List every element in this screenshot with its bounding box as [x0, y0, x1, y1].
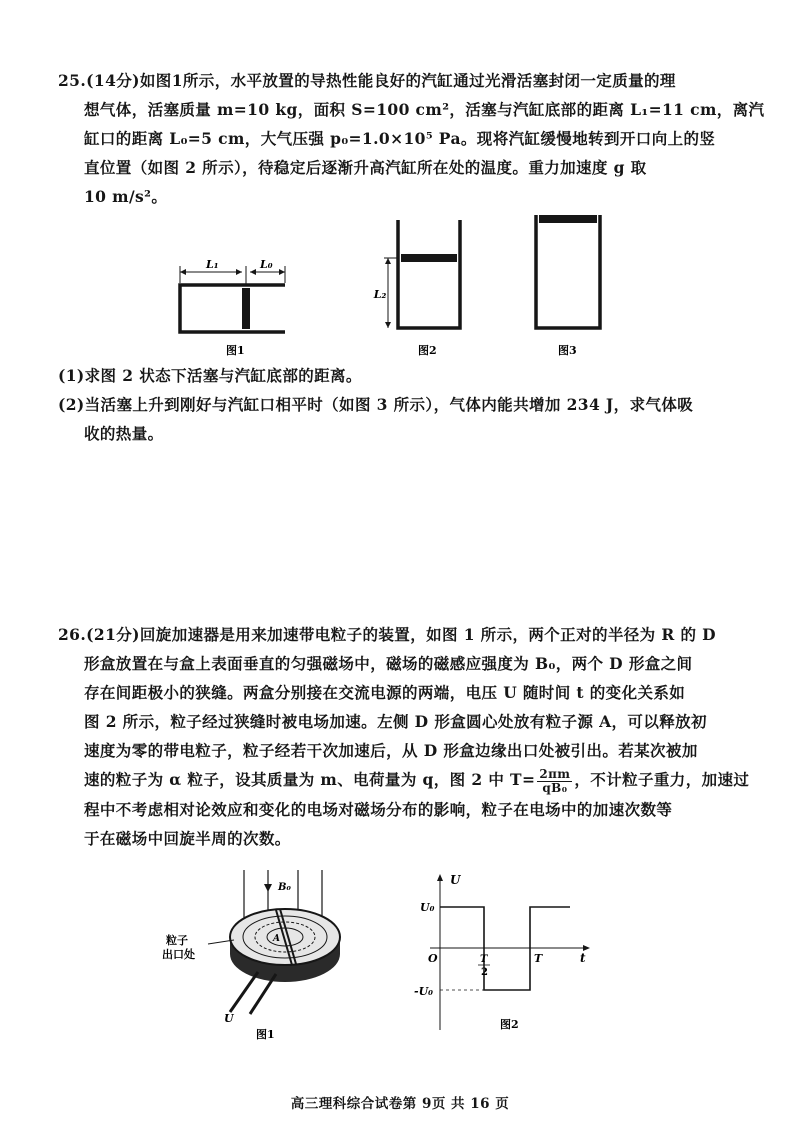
- l2-arrow-bottom: [385, 322, 391, 328]
- source-label: A: [273, 934, 280, 944]
- piston: [242, 288, 250, 329]
- t-full-label: T: [534, 952, 543, 965]
- problem-26-line-5: 速度为零的带电粒子，粒子经若干次加速后，从 D 形盒边缘出口处被引出。若某次被加: [84, 741, 698, 760]
- problem-25-question-2-line-2: 收的热量。: [84, 424, 164, 443]
- piston: [539, 215, 597, 223]
- figure-2-label: 图2: [500, 1018, 519, 1031]
- l1-arrow-left: [180, 269, 186, 275]
- problem-25-question-2-line-1: (2)当活塞上升到刚好与汽缸口相平时（如图 3 所示），气体内能共增加 234 J，求气体吸: [58, 395, 694, 414]
- u0-label: U₀: [420, 901, 435, 914]
- cylinder-walls: [398, 220, 460, 328]
- problem-26-line-8: 于在磁场中回旋半周的次数。: [84, 828, 291, 848]
- fraction-denominator: qB₀: [542, 780, 568, 795]
- figure-1-label: 图1: [226, 344, 245, 357]
- cylinder-walls: [536, 215, 600, 328]
- figure-2-vertical-cylinder: [373, 220, 460, 357]
- t-half-numerator: T: [480, 954, 488, 965]
- problem-25-line-5: 10 m/s²。: [84, 187, 168, 206]
- figure-3-vertical-cylinder: [536, 215, 600, 357]
- exit-label-line-2: 出口处: [162, 948, 195, 961]
- t-half-denominator: 2: [481, 967, 488, 978]
- exit-label-line-1: 粒子: [166, 934, 188, 947]
- l2-label: L₂: [373, 288, 387, 301]
- origin-label: O: [428, 952, 438, 965]
- fraction-numerator: 2πm: [539, 766, 571, 781]
- problem-25-line-3: 缸口的距离 L₀=5 cm，大气压强 p₀=1.0×10⁵ Pa。现将汽缸缓慢地转到开口向上的竖: [84, 129, 716, 148]
- line-6-text-before: 速的粒子为 α 粒子，设其质量为 m、电荷量为 q，图 2 中 T=: [84, 770, 536, 789]
- cyclotron-figure: [160, 862, 390, 1042]
- voltage-time-graph: [410, 870, 610, 1040]
- problem-25-line-4: 直位置（如图 2 所示），待稳定后逐渐升高汽缸所在处的温度。重力加速度 g 取: [84, 158, 647, 177]
- problem-25-figures: [170, 210, 630, 360]
- cylinder-walls: [180, 285, 285, 332]
- u-axis-label: U: [450, 873, 461, 887]
- neg-u0-label: -U₀: [414, 985, 433, 998]
- figure-1-label: 图1: [256, 1028, 275, 1041]
- l2-arrow-top: [385, 258, 391, 264]
- figure-2-label: 图2: [418, 344, 437, 357]
- page-footer: 高三理科综合试卷第 9页 共 16 页: [290, 1096, 510, 1112]
- line-6-text-after: ，不计粒子重力，加速过: [574, 770, 750, 789]
- problem-26-line-2: 形盒放置在与盒上表面垂直的匀强磁场中，磁场的磁感应强度为 B₀，两个 D 形盒之间: [84, 654, 693, 673]
- problem-25-line-1: 25.(14分)如图1所示，水平放置的导热性能良好的汽缸通过光滑活塞封闭一定质量的理: [58, 71, 676, 90]
- field-arrow: [264, 884, 272, 892]
- problem-26-line-6: [58, 765, 750, 795]
- l0-arrow-right: [279, 269, 285, 275]
- problem-26: [58, 620, 750, 853]
- figure-3-label: 图3: [558, 344, 577, 357]
- problem-25-question-1: (1)求图 2 状态下活塞与汽缸底部的距离。: [58, 366, 362, 385]
- problem-25: [58, 66, 765, 211]
- piston: [401, 254, 457, 262]
- l0-label: L₀: [260, 258, 273, 271]
- problem-26-line-4: 图 2 所示，粒子经过狭缝时被电场加速。左侧 D 形盒圆心处放有粒子源 A，可以释放初: [84, 712, 707, 731]
- u-axis-arrow: [437, 874, 443, 881]
- l0-arrow-left: [250, 269, 256, 275]
- problem-25-line-2: 想气体，活塞质量 m=10 kg，面积 S=100 cm²，活塞与汽缸底部的距离 L₁=11 cm，离汽: [84, 100, 765, 119]
- problem-26-line-7: 程中不考虑相对论效应和变化的电场对磁场分布的影响，粒子在电场中的加速次数等: [84, 799, 673, 819]
- l1-arrow-right: [236, 269, 242, 275]
- problem-26-line-3: 存在间距极小的狭缝。两盒分别接在交流电源的两端，电压 U 随时间 t 的变化关系如: [84, 683, 686, 702]
- b0-label: B₀: [278, 882, 291, 893]
- problem-25-questions: [58, 361, 728, 448]
- problem-26-line-1: 26.(21分)回旋加速器是用来加速带电粒子的装置，如图 1 所示，两个正对的半径为 R 的 D: [58, 625, 716, 644]
- voltage-label: U: [224, 1012, 234, 1025]
- figure-1-horizontal-cylinder: [180, 258, 285, 357]
- d-box-top: [230, 909, 340, 965]
- t-axis-label: t: [580, 951, 586, 965]
- period-fraction: [537, 768, 572, 795]
- l1-label: L₁: [206, 258, 219, 271]
